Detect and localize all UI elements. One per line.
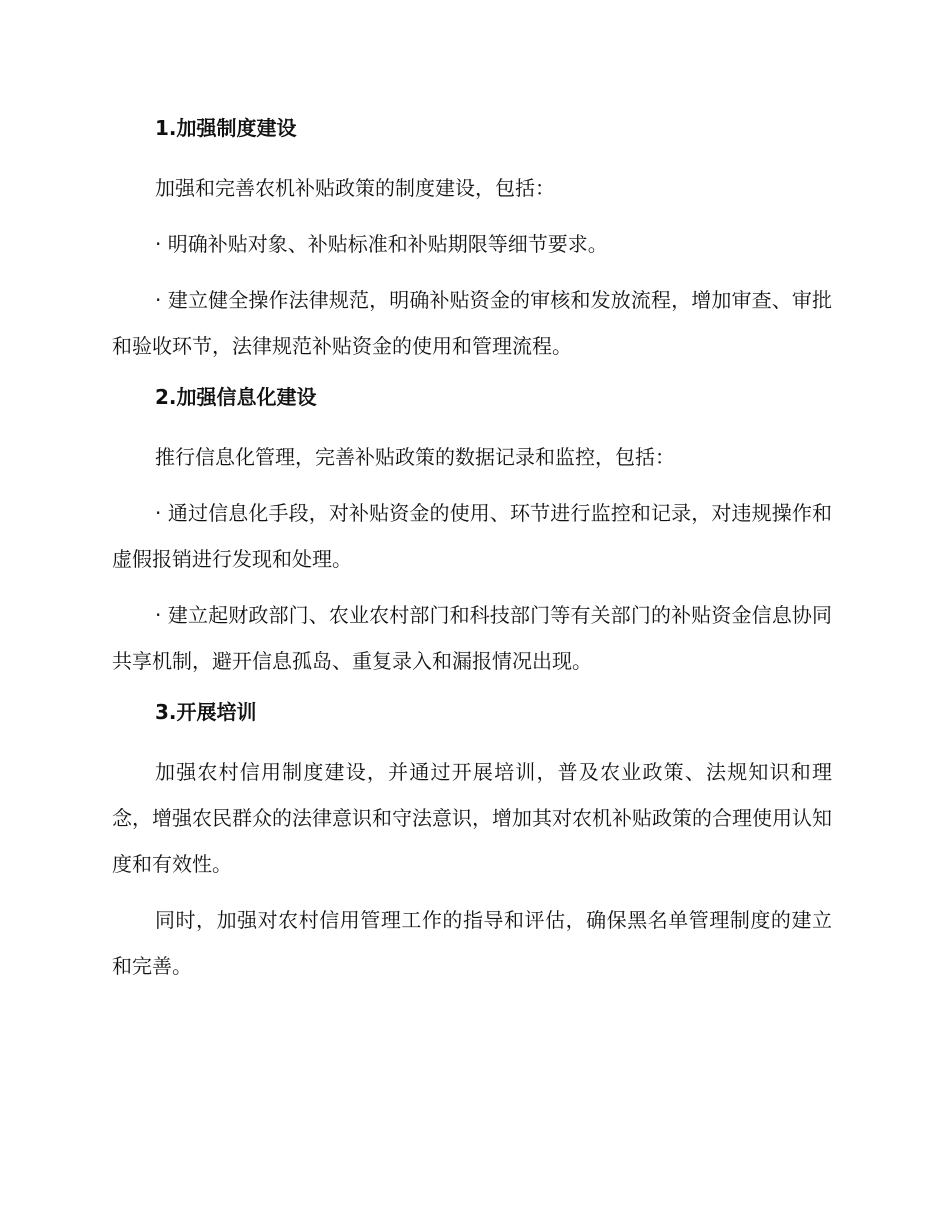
bullet-item: · 建立起财政部门、农业农村部门和科技部门等有关部门的补贴资金信息协同共享机制，避开信息孤岛、重复录入和漏报情况出现。 [112, 603, 832, 673]
section-3 [112, 694, 832, 989]
paragraph: 加强和完善农机补贴政策的制度建设，包括： [155, 176, 555, 200]
section-heading: 1.加强制度建设 [155, 116, 297, 140]
paragraph: 同时，加强对农村信用管理工作的指导和评估，确保黑名单管理制度的建立和完善。 [112, 908, 832, 978]
section-2 [112, 379, 832, 684]
document-body [112, 110, 832, 999]
section-1 [112, 110, 832, 369]
bullet-item: · 明确补贴对象、补贴标准和补贴期限等细节要求。 [155, 232, 608, 256]
paragraph: 加强农村信用制度建设，并通过开展培训，普及农业政策、法规知识和理念，增强农民群众的法律意识和守法意识，增加其对农机补贴政策的合理使用认知度和有效性。 [112, 760, 832, 876]
bullet-item: · 通过信息化手段，对补贴资金的使用、环节进行监控和记录，对违规操作和虚假报销进行发现和处理。 [112, 501, 832, 571]
section-heading: 2.加强信息化建设 [155, 385, 317, 409]
paragraph: 推行信息化管理，完善补贴政策的数据记录和监控，包括： [155, 445, 675, 469]
bullet-item: · 建立健全操作法律规范，明确补贴资金的审核和发放流程，增加审查、审批和验收环节，法律规范补贴资金的使用和管理流程。 [112, 288, 832, 358]
section-heading: 3.开展培训 [155, 700, 257, 724]
